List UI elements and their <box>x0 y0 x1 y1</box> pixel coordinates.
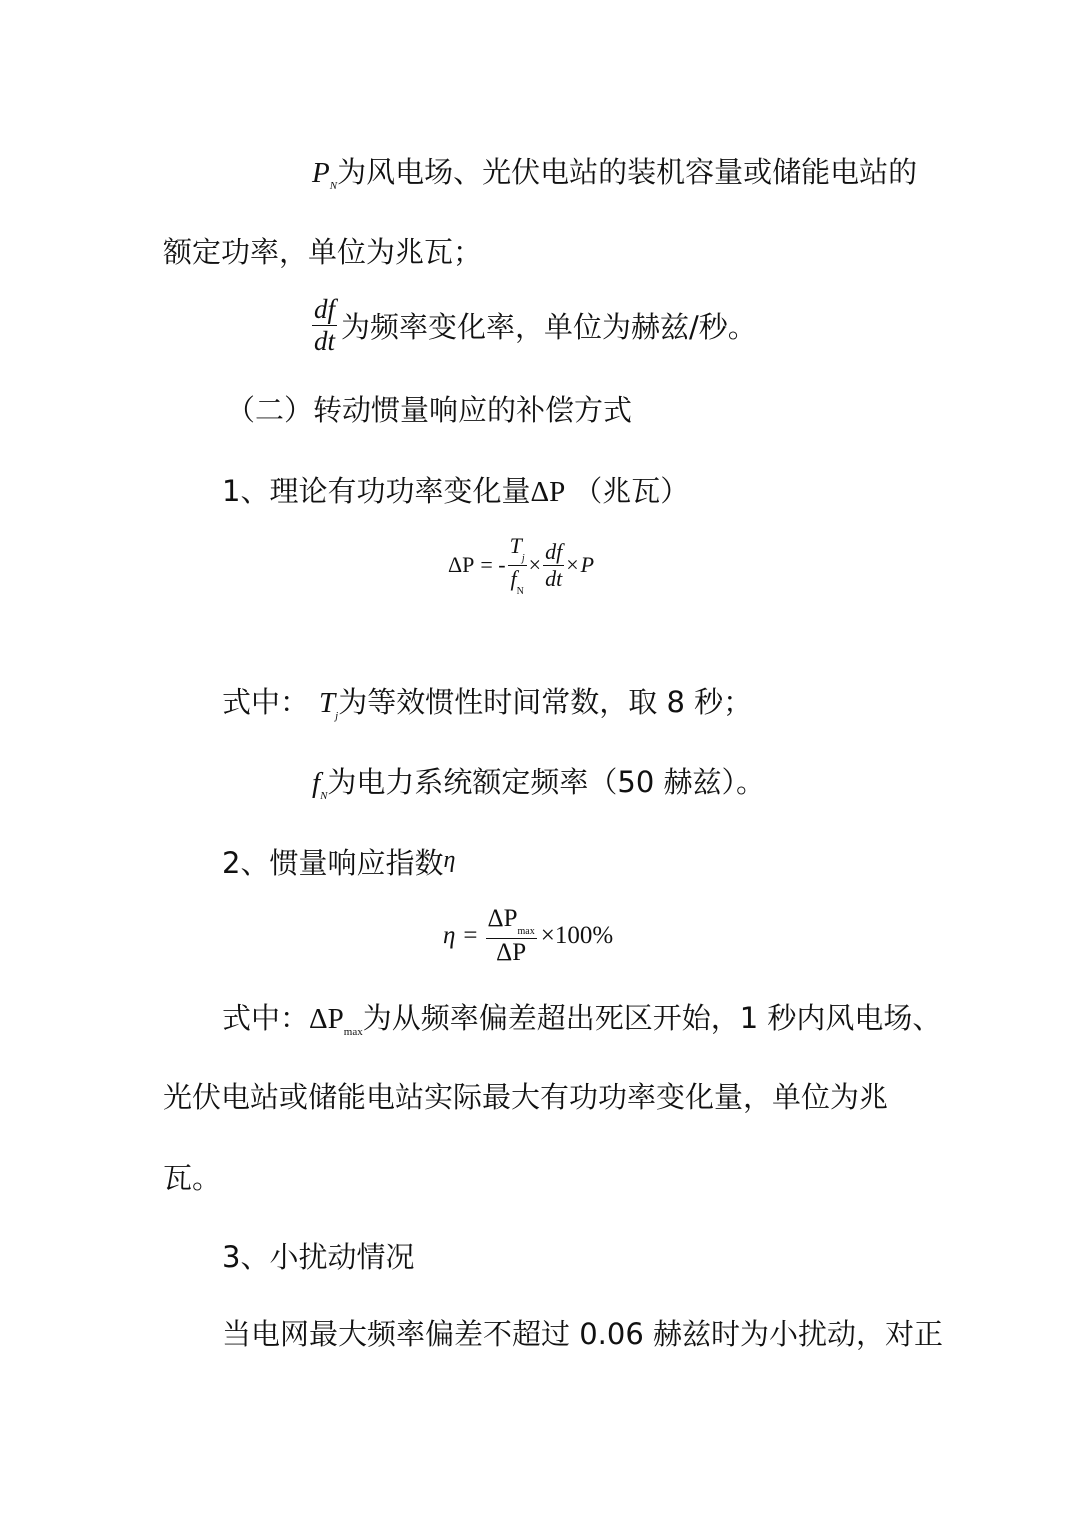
paragraph-line <box>163 232 482 272</box>
numerator: df <box>312 294 337 326</box>
eq-lhs: ΔP <box>448 552 475 577</box>
denominator: dt <box>545 565 563 591</box>
paragraph-line <box>312 152 917 206</box>
paragraph-line <box>222 1314 943 1354</box>
text: 为电力系统额定频率（50 赫兹）。 <box>327 765 766 799</box>
text: 额定功率，单位为兆瓦； <box>163 235 483 269</box>
paragraph-line <box>222 682 752 736</box>
numerator: ΔP <box>487 905 518 932</box>
symbol-Tj: T <box>319 687 336 719</box>
subscript: j <box>335 710 339 722</box>
text: 为等效惯性时间常数，取 8 秒； <box>338 685 753 719</box>
paragraph-line <box>312 294 757 357</box>
item-heading <box>222 471 689 512</box>
paragraph-line <box>163 1158 221 1198</box>
subscript: max <box>343 1026 363 1038</box>
fraction-tj-fn <box>508 533 527 597</box>
symbol-P: P <box>312 157 330 189</box>
symbol-eta: η <box>443 847 456 873</box>
eq-lhs: η <box>443 922 456 950</box>
eq-sign: = <box>463 922 478 950</box>
subscript: j <box>521 553 525 564</box>
item-heading <box>222 1237 414 1277</box>
text: 2、惯量响应指数 <box>222 846 444 880</box>
paragraph-line <box>222 998 941 1052</box>
text: 光伏电站或储能电站实际最大有功功率变化量，单位为兆 <box>163 1080 889 1114</box>
text: 为频率变化率，单位为赫兹/秒。 <box>341 310 757 345</box>
fraction-pmax-p <box>486 905 537 967</box>
text: 3、小扰动情况 <box>222 1240 415 1274</box>
symbol-fN: f <box>312 767 321 799</box>
eq-rhs: P <box>580 552 595 577</box>
times-sign: × <box>528 552 542 577</box>
denominator: dt <box>314 326 336 357</box>
unit: （兆瓦） <box>573 474 690 508</box>
text: 瓦。 <box>163 1161 222 1195</box>
times-sign: × <box>566 552 579 577</box>
subscript-N: N <box>329 180 338 192</box>
subscript: N <box>516 585 524 597</box>
fraction-df-dt <box>543 539 564 591</box>
equation-delta-p <box>448 533 594 597</box>
denominator: f <box>510 565 517 591</box>
text: 1、理论有功功率变化量 <box>222 474 531 508</box>
paragraph-line <box>163 1077 888 1117</box>
text: 为风电场、光伏电站的装机容量或储能电站的 <box>337 155 918 189</box>
numerator: df <box>545 539 563 565</box>
item-heading <box>222 840 455 883</box>
eq-sign: = - <box>480 552 506 577</box>
symbol-delta-P: ΔP <box>530 476 566 508</box>
text: 为从频率偏差超出死区开始，1 秒内风电场、 <box>362 1001 942 1035</box>
text: 当电网最大频率偏差不超过 0.06 赫兹时为小扰动，对正 <box>222 1317 944 1351</box>
heading-text: （二）转动惯量响应的补偿方式 <box>226 393 633 427</box>
fraction-df-dt <box>312 294 337 357</box>
symbol-delta-pmax: ΔP <box>309 1003 344 1035</box>
section-heading <box>226 390 632 430</box>
paragraph-line <box>312 762 765 816</box>
denominator: ΔP <box>496 938 527 966</box>
eq-tail: ×100% <box>540 922 614 950</box>
subscript: max <box>517 926 535 937</box>
subscript: N <box>320 790 328 802</box>
text: 式中： <box>222 1001 310 1035</box>
text: 式中： <box>222 685 310 719</box>
numerator: T <box>509 533 522 558</box>
equation-eta <box>443 905 613 967</box>
